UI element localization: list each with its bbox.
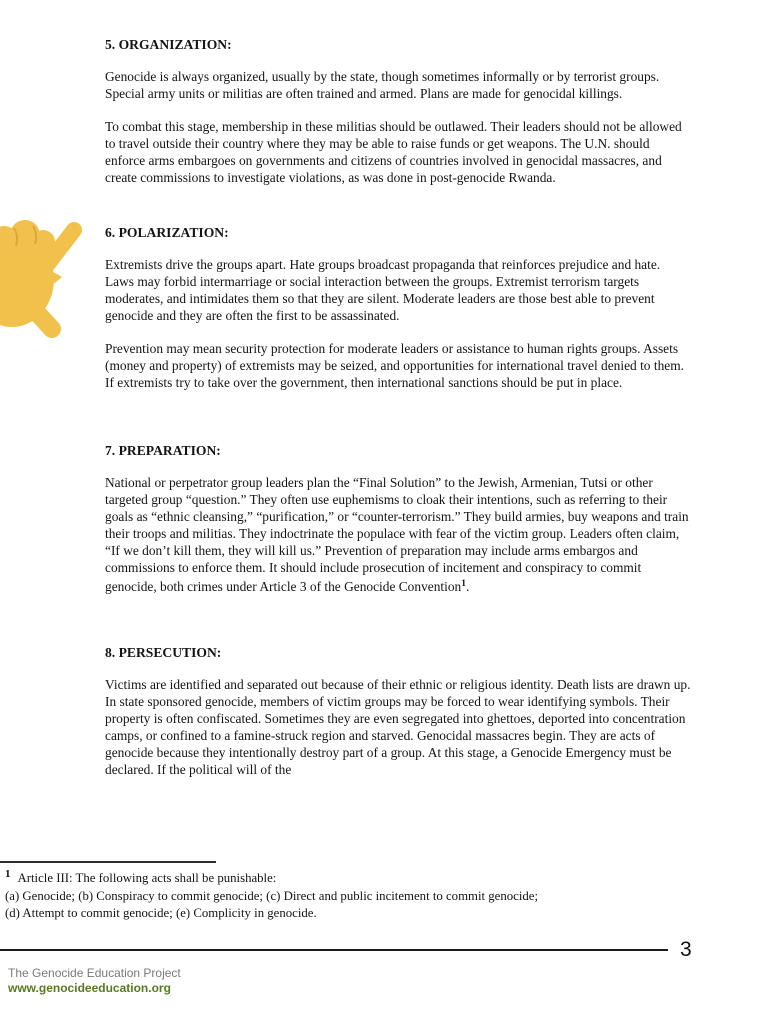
section-heading: 6. POLARIZATION:: [105, 225, 229, 240]
footnote-divider: [0, 861, 216, 863]
footnote-text: Article III: The following acts shall be punishable:: [17, 871, 277, 885]
pointing-hand-svg: [0, 215, 100, 345]
section-heading: 5. ORGANIZATION:: [105, 37, 232, 52]
section-preparation: [105, 442, 692, 595]
paragraph: To combat this stage, membership in these militias should be outlawed. Their leaders should not be allowed to travel outside their country where they may be able to raise funds or get weapons. The U.N. should enforce arms embargoes on governments and citizens of countries involved in genocidal massacres, and create commissions to investigate violations, as was done in post-genocide Rwanda.: [105, 119, 682, 185]
footnote-line: [5, 866, 706, 888]
footnote-line: (d) Attempt to commit genocide; (e) Complicity in genocide.: [5, 906, 317, 920]
section-heading: 8. PERSECUTION:: [105, 645, 222, 660]
footnote-marker: 1: [5, 868, 11, 880]
paragraph: Genocide is always organized, usually by the state, though sometimes informally or by terrorist groups. Special army units or militias are often trained and armed. Plans are made for genocidal killings.: [105, 69, 660, 101]
paragraph: Extremists drive the groups apart. Hate groups broadcast propaganda that reinforces prejudice and hate. Laws may forbid intermarriage or social interaction between the groups. Extremist terrorism targets moderates, and intimidates them so that they are silent. Moderate leaders are those best able to prevent genocide and they are often the first to be assassinated.: [105, 257, 661, 323]
footer-website-link[interactable]: www.genocideeducation.org: [8, 981, 171, 995]
paragraph-text: .: [466, 579, 470, 594]
section-polarization: [105, 224, 692, 391]
document-body: [105, 0, 692, 778]
section-organization: [105, 36, 692, 186]
paragraph-text: National or perpetrator group leaders plan the “Final Solution” to the Jewish, Armenian, Tutsi or other targeted group “question.” They often use euphemisms to cloak their intentions, such as referring to their goals as “ethnic cleansing,” “purification,” or “counter-terrorism.” They build armies, buy weapons and train their troops and militias. They indoctrinate the populace with fear of the victim group. Leaders often claim, “If we don’t kill them, they will kill us.” Prevention of preparation may include arms embargos and commissions to enforce them. It should include prosecution of incitement and conspiracy to commit genocide, both crimes under Article 3 of the Genocide Convention: [105, 475, 689, 594]
footer-rule: [0, 949, 668, 951]
pointing-hand-icon: [0, 215, 100, 345]
paragraph: [105, 474, 692, 595]
paragraph: Victims are identified and separated out because of their ethnic or religious identity. Death lists are drawn up. In state sponsored genocide, members of victim groups may be forced to wear identifying symbols. Their property is often confiscated. Sometimes they are even segregated into ghettoes, deported into concentration camps, or confined to a famine-struck region and starved. Genocidal massacres begin. They are acts of genocide because they intentionally destroy part of a group. At this stage, a Genocide Emergency must be declared. If the political will of the: [105, 677, 691, 777]
footnote-line: (a) Genocide; (b) Conspiracy to commit genocide; (c) Direct and public incitement to commit genocide;: [5, 888, 539, 903]
footer-org-name: The Genocide Education Project: [8, 966, 181, 980]
page-number: 3: [680, 938, 692, 961]
footer-brand: [8, 966, 181, 996]
section-heading: 7. PREPARATION:: [105, 443, 221, 458]
footnote-reference: 1: [461, 579, 466, 589]
footnote-block: [5, 866, 706, 923]
paragraph: Prevention may mean security protection for moderate leaders or assistance to human rights groups. Assets (money and property) of extremists may be seized, and opportunities for international travel denied to them. If extremists try to take over the government, then international sanctions should be put in place.: [105, 341, 684, 390]
section-persecution: [105, 644, 692, 778]
